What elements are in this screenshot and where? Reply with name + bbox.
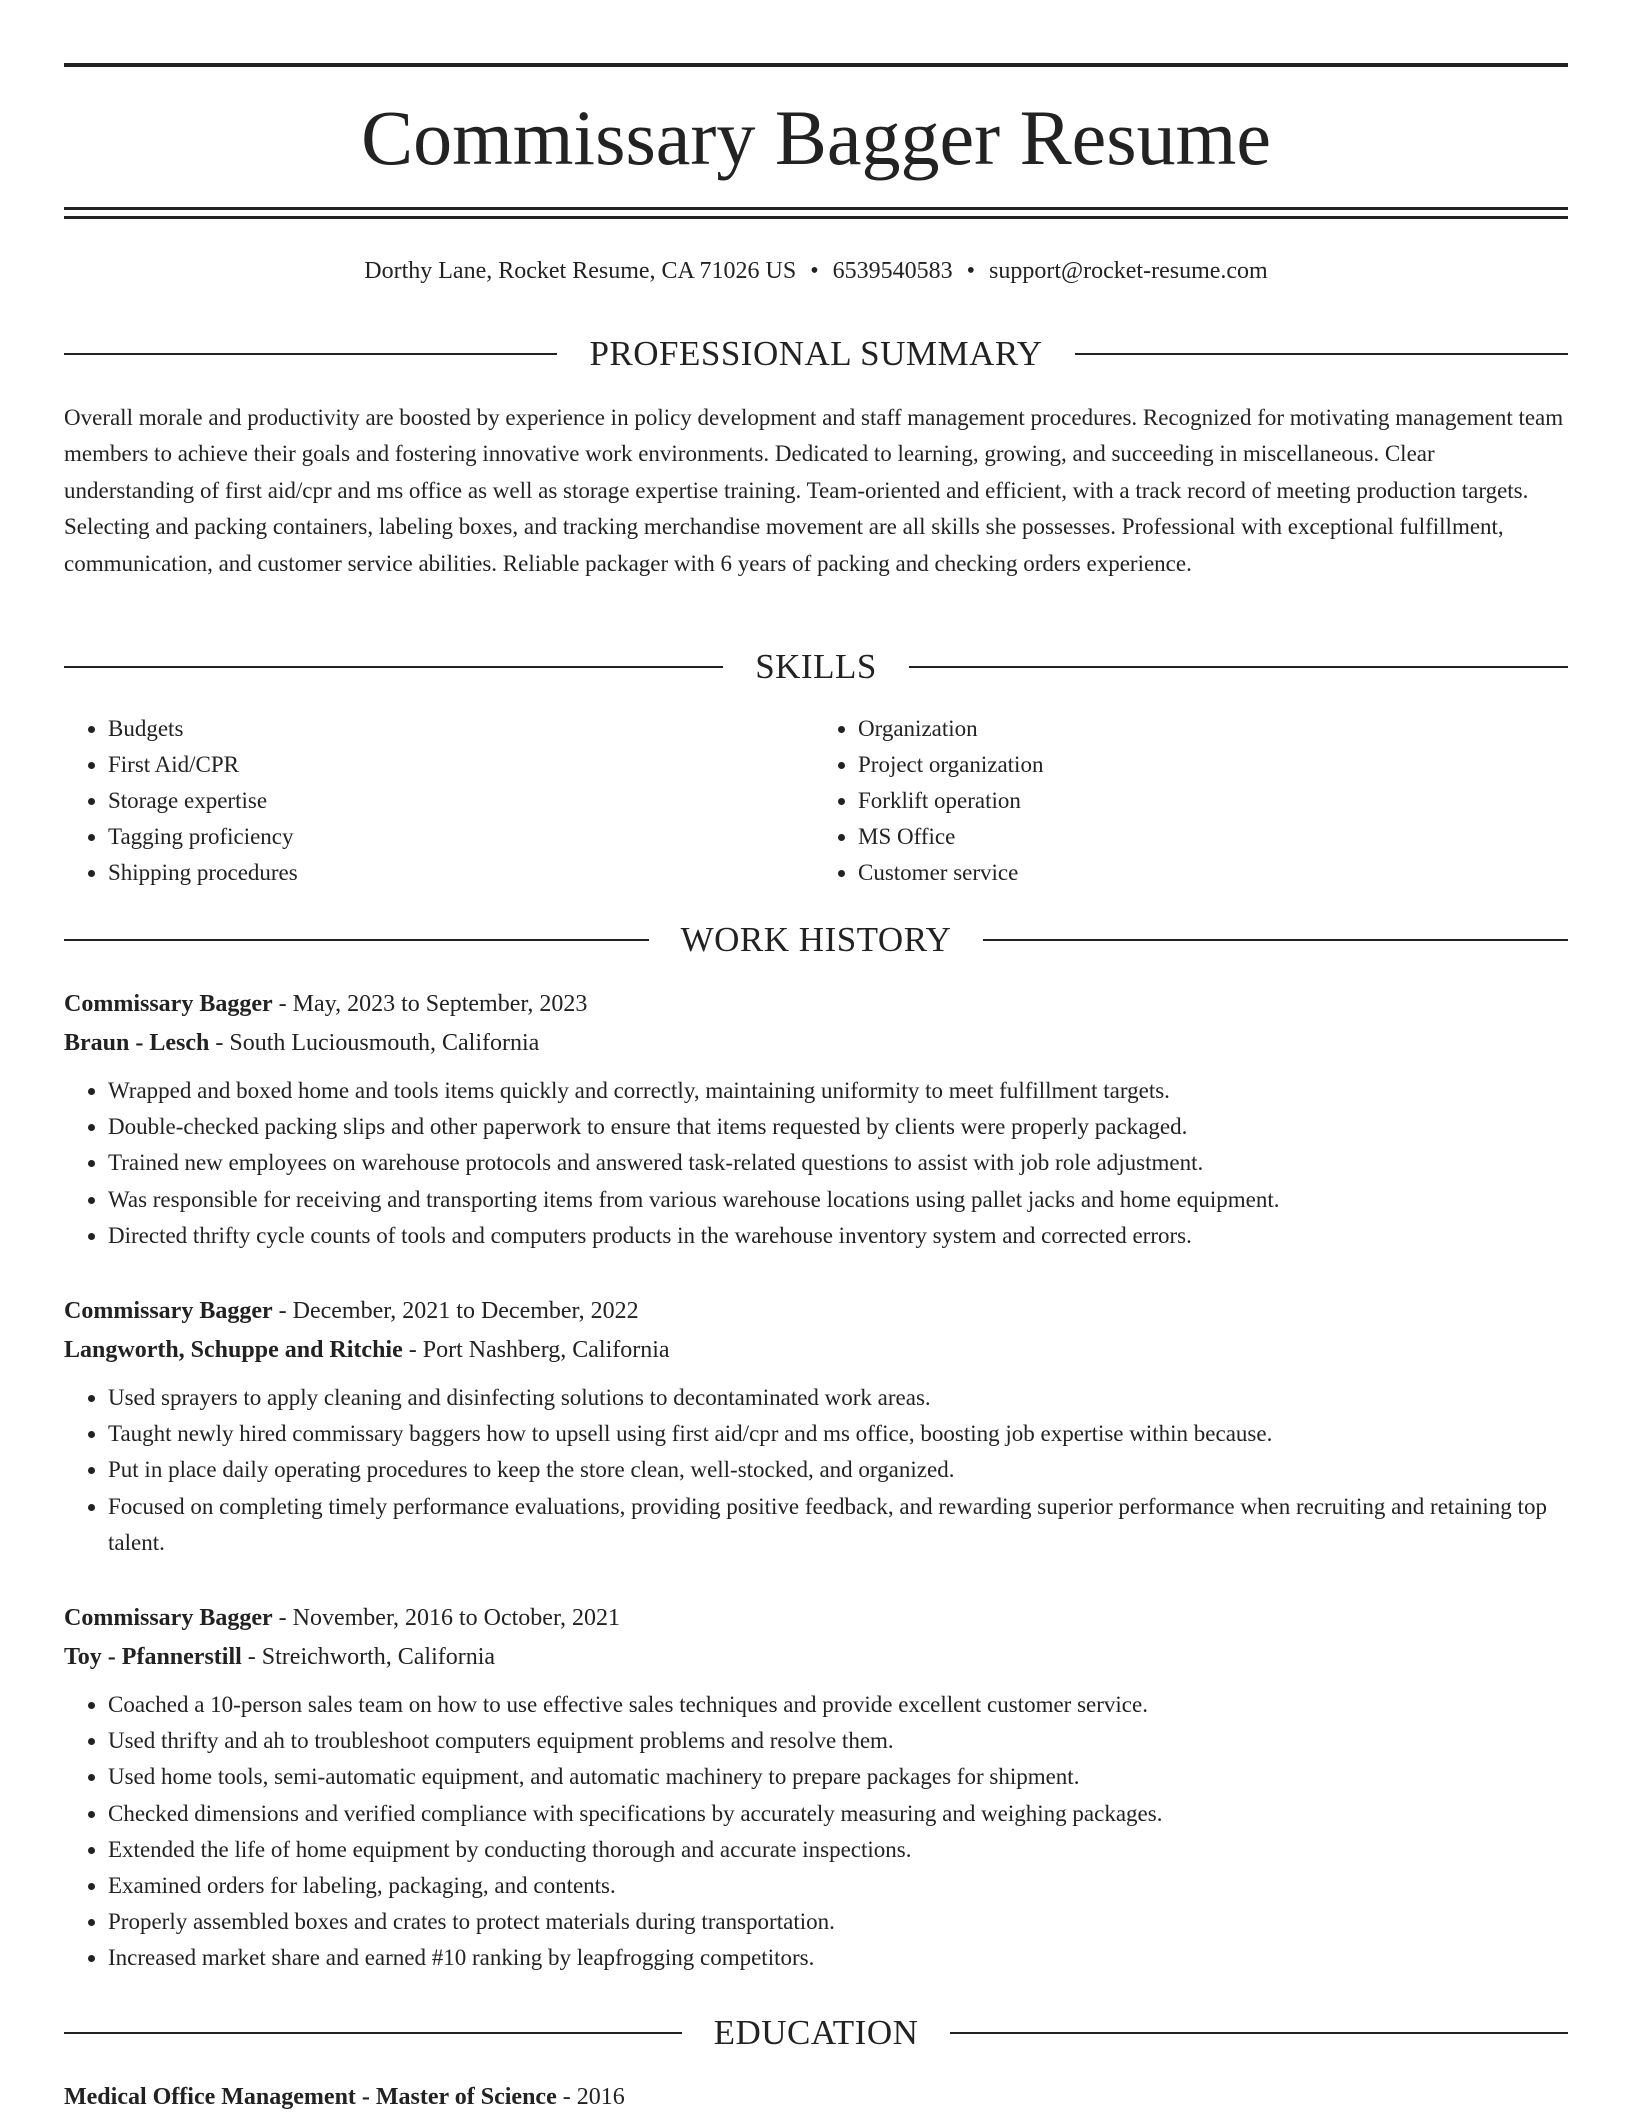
work-title: WORK HISTORY [680, 920, 952, 959]
summary-title: PROFESSIONAL SUMMARY [589, 334, 1043, 373]
work-entry [64, 985, 1568, 1254]
page-title: Commissary Bagger Resume [361, 94, 1271, 181]
job-title: Commissary Bagger [64, 1298, 273, 1324]
job-dates: - November, 2016 to October, 2021 [278, 1605, 620, 1631]
skill-item: • MS Office [858, 819, 1568, 855]
heading-rule [64, 2032, 682, 2034]
job-bullet: • Trained new employees on warehouse protocols and answered task-related questions to assist with job role adjustment. [108, 1145, 1568, 1181]
skill-item: • Shipping procedures [108, 855, 816, 891]
job-location: - Port Nashberg, California [408, 1337, 670, 1363]
skill-item: • Forklift operation [858, 783, 1568, 819]
skills-column-left [64, 711, 816, 891]
job-title-line [64, 1599, 1568, 1638]
job-bullet: • Focused on completing timely performance evaluations, providing positive feedback, and rewarding superior performance when recruiting and retaining top talent. [108, 1489, 1568, 1561]
contact-address: Dorthy Lane, Rocket Resume, CA 71026 US [364, 258, 797, 284]
contact-phone: 6539540583 [832, 258, 953, 284]
heading-rule [64, 353, 557, 355]
job-bullet: • Used home tools, semi-automatic equipment, and automatic machinery to prepare packages for shipment. [108, 1759, 1568, 1795]
job-bullets [64, 1687, 1568, 1977]
job-title: Commissary Bagger [64, 1605, 273, 1631]
job-bullets [64, 1073, 1568, 1254]
job-bullet: • Put in place daily operating procedures to keep the store clean, well-stocked, and organized. [108, 1452, 1568, 1488]
work-entry [64, 1599, 1568, 1977]
job-company-line [64, 1024, 1568, 1063]
title-double-rule [64, 207, 1568, 219]
job-bullet: • Used thrifty and ah to troubleshoot computers equipment problems and resolve them. [108, 1723, 1568, 1759]
top-rule [64, 63, 1568, 67]
job-bullet: • Used sprayers to apply cleaning and disinfecting solutions to decontaminated work areas. [108, 1380, 1568, 1416]
heading-rule [983, 939, 1568, 941]
job-company: Toy - Pfannerstill [64, 1644, 242, 1670]
summary-heading [64, 332, 1568, 376]
heading-rule [909, 666, 1568, 668]
skill-item: • Customer service [858, 855, 1568, 891]
job-bullet: • Coached a 10-person sales team on how to use effective sales techniques and provide excellent customer service. [108, 1687, 1568, 1723]
job-bullet: • Directed thrifty cycle counts of tools and computers products in the warehouse inventory system and corrected errors. [108, 1218, 1568, 1254]
education-year: - 2016 [562, 2084, 625, 2110]
contact-line [64, 254, 1568, 288]
heading-rule [64, 666, 723, 668]
education-title: EDUCATION [713, 2013, 919, 2052]
job-company-line [64, 1638, 1568, 1677]
skill-item: • Storage expertise [108, 783, 816, 819]
work-heading [64, 918, 1568, 962]
job-title-line [64, 985, 1568, 1024]
skills-heading [64, 645, 1568, 689]
skill-item: • Budgets [108, 711, 816, 747]
contact-separator: • [810, 258, 819, 284]
skills-column-right [816, 711, 1568, 891]
heading-rule [1075, 353, 1568, 355]
work-entry [64, 1292, 1568, 1561]
skill-item: • Organization [858, 711, 1568, 747]
skill-item: • First Aid/CPR [108, 747, 816, 783]
education-entry [64, 2078, 1568, 2116]
skills-title: SKILLS [755, 647, 877, 686]
heading-rule [64, 939, 649, 941]
contact-separator: • [966, 258, 976, 284]
job-bullet: • Wrapped and boxed home and tools items quickly and correctly, maintaining uniformity to meet fulfillment targets. [108, 1073, 1568, 1109]
job-bullet: • Taught newly hired commissary baggers how to upsell using first aid/cpr and ms office, boosting job expertise within because. [108, 1416, 1568, 1452]
skill-item: • Tagging proficiency [108, 819, 816, 855]
skill-item: • Project organization [858, 747, 1568, 783]
job-title-line [64, 1292, 1568, 1331]
job-location: - South Luciousmouth, California [215, 1030, 540, 1056]
job-company: Braun - Lesch [64, 1030, 210, 1056]
education-degree: Medical Office Management - Master of Science [64, 2084, 557, 2110]
job-bullet: • Increased market share and earned #10 ranking by leapfrogging competitors. [108, 1940, 1568, 1976]
summary-text: Overall morale and productivity are boosted by experience in policy development and staff management procedures. Recognized for motivating management team members to achieve their goals and fostering innovative work environments. Dedicated to learning, growing, and succeeding in miscellaneous. Clear understanding of first aid/cpr and ms office as well as storage expertise training. Team-oriented and efficient, with a track record of meeting production targets. Selecting and packing containers, labeling boxes, and tracking merchandise movement are all skills she possesses. Professional with exceptional fulfillment, communication, and customer service abilities. Reliable packager with 6 years of packing and checking orders experience. [64, 405, 1564, 576]
job-bullets [64, 1380, 1568, 1561]
job-bullet: • Was responsible for receiving and transporting items from various warehouse locations using pallet jacks and home equipment. [108, 1182, 1568, 1218]
job-bullet: • Extended the life of home equipment by conducting thorough and accurate inspections. [108, 1832, 1568, 1868]
job-bullet: • Properly assembled boxes and crates to protect materials during transportation. [108, 1904, 1568, 1940]
heading-rule [950, 2032, 1568, 2034]
job-title: Commissary Bagger [64, 991, 273, 1017]
job-bullet: • Examined orders for labeling, packaging, and contents. [108, 1868, 1568, 1904]
job-bullet: • Checked dimensions and verified compliance with specifications by accurately measuring and weighing packages. [108, 1796, 1568, 1832]
contact-email: support@rocket-resume.com [989, 258, 1268, 284]
education-heading [64, 2011, 1568, 2055]
job-location: - Streichworth, California [247, 1644, 496, 1670]
job-dates: - December, 2021 to December, 2022 [278, 1298, 639, 1324]
job-company: Langworth, Schuppe and Ritchie [64, 1337, 403, 1363]
job-dates: - May, 2023 to September, 2023 [278, 991, 588, 1017]
job-bullet: • Double-checked packing slips and other paperwork to ensure that items requested by clients were properly packaged. [108, 1109, 1568, 1145]
skills-list [64, 711, 1568, 891]
job-company-line [64, 1331, 1568, 1370]
